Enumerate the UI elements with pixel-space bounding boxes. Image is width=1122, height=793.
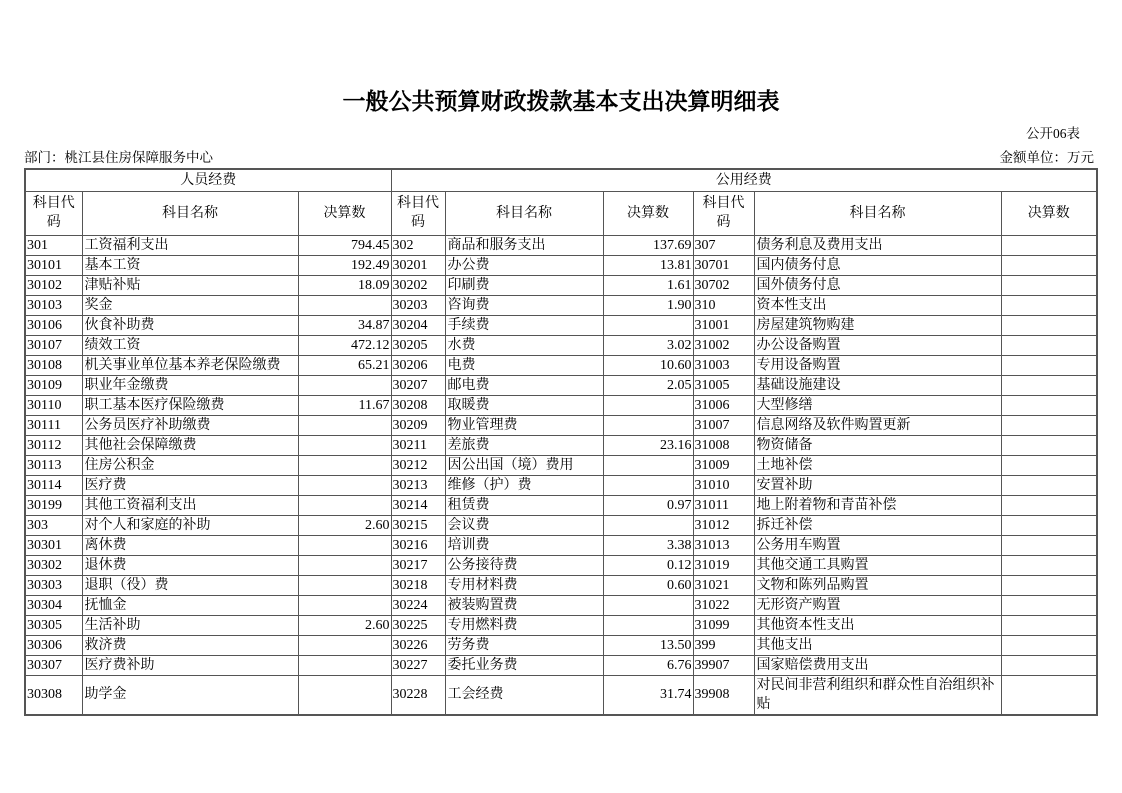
cell-subject-name: 抚恤金 bbox=[82, 595, 298, 615]
cell-subject-name: 基础设施建设 bbox=[754, 375, 1001, 395]
cell-subject-code: 30205 bbox=[391, 335, 445, 355]
cell-final-amount bbox=[298, 635, 391, 655]
cell-subject-code: 31099 bbox=[693, 615, 754, 635]
cell-subject-code: 31008 bbox=[693, 435, 754, 455]
cell-subject-code: 30110 bbox=[25, 395, 82, 415]
cell-subject-code: 30214 bbox=[391, 495, 445, 515]
cell-subject-code: 30101 bbox=[25, 255, 82, 275]
col-header-code-2: 科目代码 bbox=[391, 191, 445, 235]
cell-subject-code: 30106 bbox=[25, 315, 82, 335]
table-row bbox=[25, 575, 1097, 595]
cell-subject-name: 机关事业单位基本养老保险缴费 bbox=[82, 355, 298, 375]
cell-subject-code: 31013 bbox=[693, 535, 754, 555]
cell-final-amount: 472.12 bbox=[298, 335, 391, 355]
cell-subject-code: 39907 bbox=[693, 655, 754, 675]
table-row bbox=[25, 395, 1097, 415]
col-header-value-3: 决算数 bbox=[1001, 191, 1097, 235]
cell-subject-name: 地上附着物和青苗补偿 bbox=[754, 495, 1001, 515]
table-row bbox=[25, 675, 1097, 715]
cell-final-amount bbox=[1001, 435, 1097, 455]
department-label: 部门：桃江县住房保障服务中心 bbox=[24, 149, 213, 165]
cell-subject-code: 31009 bbox=[693, 455, 754, 475]
cell-subject-code: 30702 bbox=[693, 275, 754, 295]
cell-subject-code: 30216 bbox=[391, 535, 445, 555]
cell-subject-code: 30207 bbox=[391, 375, 445, 395]
cell-final-amount bbox=[298, 415, 391, 435]
cell-subject-name: 物业管理费 bbox=[445, 415, 603, 435]
cell-subject-code: 30111 bbox=[25, 415, 82, 435]
table-row bbox=[25, 375, 1097, 395]
cell-final-amount bbox=[298, 375, 391, 395]
cell-subject-name: 国内债务付息 bbox=[754, 255, 1001, 275]
cell-subject-name: 医疗费 bbox=[82, 475, 298, 495]
table-row bbox=[25, 655, 1097, 675]
cell-final-amount bbox=[298, 435, 391, 455]
cell-subject-code: 30701 bbox=[693, 255, 754, 275]
cell-subject-name: 职工基本医疗保险缴费 bbox=[82, 395, 298, 415]
cell-final-amount bbox=[1001, 535, 1097, 555]
group-header-row bbox=[25, 169, 1097, 192]
cell-subject-code: 30202 bbox=[391, 275, 445, 295]
cell-subject-name: 其他资本性支出 bbox=[754, 615, 1001, 635]
cell-subject-name: 对民间非营利组织和群众性自治组织补贴 bbox=[754, 675, 1001, 715]
cell-subject-name: 其他社会保障缴费 bbox=[82, 435, 298, 455]
cell-final-amount bbox=[298, 655, 391, 675]
cell-final-amount bbox=[298, 575, 391, 595]
cell-subject-name: 水费 bbox=[445, 335, 603, 355]
cell-subject-code: 30218 bbox=[391, 575, 445, 595]
cell-final-amount: 0.60 bbox=[603, 575, 693, 595]
cell-subject-name: 因公出国（境）费用 bbox=[445, 455, 603, 475]
cell-final-amount bbox=[1001, 615, 1097, 635]
cell-subject-code: 30199 bbox=[25, 495, 82, 515]
cell-final-amount bbox=[603, 595, 693, 615]
cell-subject-name: 拆迁补偿 bbox=[754, 515, 1001, 535]
column-header-row bbox=[25, 191, 1097, 235]
cell-final-amount bbox=[1001, 635, 1097, 655]
table-row bbox=[25, 475, 1097, 495]
cell-subject-code: 31022 bbox=[693, 595, 754, 615]
cell-subject-code: 31006 bbox=[693, 395, 754, 415]
cell-subject-code: 30209 bbox=[391, 415, 445, 435]
cell-final-amount bbox=[1001, 495, 1097, 515]
cell-subject-name: 债务利息及费用支出 bbox=[754, 235, 1001, 255]
cell-final-amount bbox=[1001, 255, 1097, 275]
cell-final-amount bbox=[1001, 675, 1097, 715]
cell-subject-name: 救济费 bbox=[82, 635, 298, 655]
cell-subject-code: 30208 bbox=[391, 395, 445, 415]
cell-subject-name: 公务用车购置 bbox=[754, 535, 1001, 555]
cell-subject-code: 30303 bbox=[25, 575, 82, 595]
cell-subject-name: 办公设备购置 bbox=[754, 335, 1001, 355]
cell-final-amount: 794.45 bbox=[298, 235, 391, 255]
table-row bbox=[25, 235, 1097, 255]
cell-final-amount: 0.97 bbox=[603, 495, 693, 515]
cell-final-amount bbox=[1001, 315, 1097, 335]
col-header-value-1: 决算数 bbox=[298, 191, 391, 235]
cell-subject-code: 31001 bbox=[693, 315, 754, 335]
cell-final-amount: 2.60 bbox=[298, 515, 391, 535]
cell-subject-code: 31003 bbox=[693, 355, 754, 375]
cell-final-amount: 34.87 bbox=[298, 315, 391, 335]
cell-subject-name: 伙食补助费 bbox=[82, 315, 298, 335]
cell-subject-code: 31021 bbox=[693, 575, 754, 595]
cell-final-amount: 0.12 bbox=[603, 555, 693, 575]
table-row bbox=[25, 275, 1097, 295]
cell-final-amount: 65.21 bbox=[298, 355, 391, 375]
table-row bbox=[25, 295, 1097, 315]
cell-subject-name: 办公费 bbox=[445, 255, 603, 275]
table-row bbox=[25, 415, 1097, 435]
cell-subject-name: 安置补助 bbox=[754, 475, 1001, 495]
cell-subject-code: 307 bbox=[693, 235, 754, 255]
col-header-name-1: 科目名称 bbox=[82, 191, 298, 235]
table-row bbox=[25, 315, 1097, 335]
cell-final-amount bbox=[1001, 575, 1097, 595]
cell-subject-name: 劳务费 bbox=[445, 635, 603, 655]
cell-subject-code: 30211 bbox=[391, 435, 445, 455]
cell-final-amount: 23.16 bbox=[603, 435, 693, 455]
cell-subject-name: 咨询费 bbox=[445, 295, 603, 315]
cell-final-amount bbox=[1001, 475, 1097, 495]
cell-subject-code: 30109 bbox=[25, 375, 82, 395]
group-header-personnel: 人员经费 bbox=[25, 169, 391, 192]
col-header-code-3: 科目代码 bbox=[693, 191, 754, 235]
cell-subject-code: 30228 bbox=[391, 675, 445, 715]
cell-final-amount bbox=[1001, 295, 1097, 315]
expenditure-table bbox=[24, 168, 1098, 716]
cell-final-amount bbox=[1001, 395, 1097, 415]
cell-subject-name: 手续费 bbox=[445, 315, 603, 335]
cell-subject-name: 医疗费补助 bbox=[82, 655, 298, 675]
unit-label: 金额单位：万元 bbox=[999, 149, 1094, 165]
table-row bbox=[25, 355, 1097, 375]
cell-subject-code: 31011 bbox=[693, 495, 754, 515]
cell-subject-name: 退休费 bbox=[82, 555, 298, 575]
cell-subject-code: 39908 bbox=[693, 675, 754, 715]
cell-subject-code: 30102 bbox=[25, 275, 82, 295]
cell-subject-code: 303 bbox=[25, 515, 82, 535]
cell-final-amount: 13.81 bbox=[603, 255, 693, 275]
table-meta bbox=[24, 122, 1098, 166]
cell-subject-name: 其他支出 bbox=[754, 635, 1001, 655]
table-row bbox=[25, 615, 1097, 635]
cell-subject-name: 公务员医疗补助缴费 bbox=[82, 415, 298, 435]
cell-final-amount bbox=[1001, 415, 1097, 435]
cell-subject-name: 专用设备购置 bbox=[754, 355, 1001, 375]
table-row bbox=[25, 335, 1097, 355]
cell-final-amount: 3.02 bbox=[603, 335, 693, 355]
cell-subject-name: 大型修缮 bbox=[754, 395, 1001, 415]
cell-subject-code: 399 bbox=[693, 635, 754, 655]
cell-subject-name: 基本工资 bbox=[82, 255, 298, 275]
cell-subject-name: 资本性支出 bbox=[754, 295, 1001, 315]
cell-final-amount: 2.05 bbox=[603, 375, 693, 395]
table-row bbox=[25, 515, 1097, 535]
cell-final-amount: 31.74 bbox=[603, 675, 693, 715]
cell-subject-code: 30304 bbox=[25, 595, 82, 615]
cell-subject-name: 印刷费 bbox=[445, 275, 603, 295]
cell-subject-code: 30307 bbox=[25, 655, 82, 675]
cell-final-amount: 2.60 bbox=[298, 615, 391, 635]
cell-final-amount bbox=[603, 315, 693, 335]
cell-final-amount: 6.76 bbox=[603, 655, 693, 675]
cell-subject-code: 30227 bbox=[391, 655, 445, 675]
cell-subject-name: 津贴补贴 bbox=[82, 275, 298, 295]
cell-subject-code: 30113 bbox=[25, 455, 82, 475]
cell-final-amount bbox=[298, 295, 391, 315]
cell-subject-name: 工会经费 bbox=[445, 675, 603, 715]
cell-final-amount bbox=[1001, 335, 1097, 355]
cell-final-amount bbox=[298, 495, 391, 515]
cell-final-amount: 1.61 bbox=[603, 275, 693, 295]
page-title: 一般公共预算财政拨款基本支出决算明细表 bbox=[342, 89, 780, 114]
cell-final-amount bbox=[298, 595, 391, 615]
table-row bbox=[25, 495, 1097, 515]
table-row bbox=[25, 435, 1097, 455]
cell-subject-name: 委托业务费 bbox=[445, 655, 603, 675]
cell-subject-name: 培训费 bbox=[445, 535, 603, 555]
cell-final-amount: 13.50 bbox=[603, 635, 693, 655]
table-row bbox=[25, 535, 1097, 555]
cell-final-amount bbox=[298, 475, 391, 495]
cell-subject-name: 离休费 bbox=[82, 535, 298, 555]
cell-final-amount bbox=[603, 475, 693, 495]
cell-final-amount: 10.60 bbox=[603, 355, 693, 375]
cell-subject-name: 信息网络及软件购置更新 bbox=[754, 415, 1001, 435]
cell-final-amount bbox=[1001, 235, 1097, 255]
cell-subject-name: 职业年金缴费 bbox=[82, 375, 298, 395]
cell-final-amount bbox=[1001, 515, 1097, 535]
cell-subject-code: 310 bbox=[693, 295, 754, 315]
cell-subject-name: 租赁费 bbox=[445, 495, 603, 515]
cell-subject-name: 土地补偿 bbox=[754, 455, 1001, 475]
col-header-name-2: 科目名称 bbox=[445, 191, 603, 235]
cell-final-amount bbox=[603, 395, 693, 415]
cell-subject-name: 国家赔偿费用支出 bbox=[754, 655, 1001, 675]
cell-subject-name: 工资福利支出 bbox=[82, 235, 298, 255]
cell-subject-code: 30112 bbox=[25, 435, 82, 455]
cell-subject-name: 国外债务付息 bbox=[754, 275, 1001, 295]
col-header-value-2: 决算数 bbox=[603, 191, 693, 235]
cell-subject-code: 302 bbox=[391, 235, 445, 255]
cell-subject-code: 30217 bbox=[391, 555, 445, 575]
cell-final-amount bbox=[1001, 595, 1097, 615]
cell-final-amount: 137.69 bbox=[603, 235, 693, 255]
cell-subject-name: 其他工资福利支出 bbox=[82, 495, 298, 515]
cell-final-amount bbox=[1001, 375, 1097, 395]
cell-subject-name: 文物和陈列品购置 bbox=[754, 575, 1001, 595]
cell-subject-name: 维修（护）费 bbox=[445, 475, 603, 495]
table-row bbox=[25, 555, 1097, 575]
cell-subject-name: 专用材料费 bbox=[445, 575, 603, 595]
col-header-name-3: 科目名称 bbox=[754, 191, 1001, 235]
cell-final-amount bbox=[1001, 455, 1097, 475]
cell-final-amount: 3.38 bbox=[603, 535, 693, 555]
cell-subject-name: 助学金 bbox=[82, 675, 298, 715]
cell-subject-code: 30108 bbox=[25, 355, 82, 375]
meta-row bbox=[24, 146, 1098, 166]
cell-final-amount bbox=[298, 535, 391, 555]
cell-subject-code: 31012 bbox=[693, 515, 754, 535]
table-body bbox=[25, 235, 1097, 715]
cell-subject-name: 退职（役）费 bbox=[82, 575, 298, 595]
table-row bbox=[25, 635, 1097, 655]
cell-final-amount bbox=[298, 675, 391, 715]
cell-subject-code: 31019 bbox=[693, 555, 754, 575]
cell-subject-name: 绩效工资 bbox=[82, 335, 298, 355]
cell-subject-code: 30103 bbox=[25, 295, 82, 315]
cell-subject-name: 被装购置费 bbox=[445, 595, 603, 615]
cell-final-amount: 18.09 bbox=[298, 275, 391, 295]
cell-subject-code: 31010 bbox=[693, 475, 754, 495]
cell-subject-code: 31002 bbox=[693, 335, 754, 355]
cell-final-amount bbox=[1001, 655, 1097, 675]
cell-subject-code: 30213 bbox=[391, 475, 445, 495]
cell-subject-code: 31007 bbox=[693, 415, 754, 435]
cell-subject-code: 30305 bbox=[25, 615, 82, 635]
cell-final-amount bbox=[298, 455, 391, 475]
cell-subject-code: 30114 bbox=[25, 475, 82, 495]
cell-subject-code: 30301 bbox=[25, 535, 82, 555]
cell-subject-name: 奖金 bbox=[82, 295, 298, 315]
cell-subject-name: 会议费 bbox=[445, 515, 603, 535]
cell-subject-code: 30203 bbox=[391, 295, 445, 315]
cell-final-amount bbox=[603, 615, 693, 635]
table-row bbox=[25, 255, 1097, 275]
cell-final-amount bbox=[1001, 355, 1097, 375]
cell-subject-code: 30204 bbox=[391, 315, 445, 335]
cell-final-amount bbox=[1001, 555, 1097, 575]
cell-final-amount bbox=[603, 455, 693, 475]
cell-subject-name: 物资储备 bbox=[754, 435, 1001, 455]
cell-final-amount: 11.67 bbox=[298, 395, 391, 415]
cell-subject-name: 商品和服务支出 bbox=[445, 235, 603, 255]
cell-subject-code: 30224 bbox=[391, 595, 445, 615]
cell-final-amount bbox=[603, 515, 693, 535]
cell-final-amount: 192.49 bbox=[298, 255, 391, 275]
cell-subject-name: 电费 bbox=[445, 355, 603, 375]
cell-subject-code: 30302 bbox=[25, 555, 82, 575]
form-number: 公开06表 bbox=[1026, 125, 1080, 141]
cell-subject-name: 对个人和家庭的补助 bbox=[82, 515, 298, 535]
cell-subject-code: 30306 bbox=[25, 635, 82, 655]
cell-subject-code: 30308 bbox=[25, 675, 82, 715]
cell-subject-name: 房屋建筑物购建 bbox=[754, 315, 1001, 335]
cell-subject-name: 公务接待费 bbox=[445, 555, 603, 575]
table-row bbox=[25, 455, 1097, 475]
cell-subject-name: 住房公积金 bbox=[82, 455, 298, 475]
cell-subject-code: 301 bbox=[25, 235, 82, 255]
cell-subject-name: 专用燃料费 bbox=[445, 615, 603, 635]
cell-subject-name: 取暖费 bbox=[445, 395, 603, 415]
col-header-code-1: 科目代码 bbox=[25, 191, 82, 235]
cell-final-amount bbox=[1001, 275, 1097, 295]
cell-subject-code: 30225 bbox=[391, 615, 445, 635]
cell-subject-name: 其他交通工具购置 bbox=[754, 555, 1001, 575]
cell-final-amount bbox=[298, 555, 391, 575]
cell-subject-code: 30226 bbox=[391, 635, 445, 655]
cell-subject-name: 无形资产购置 bbox=[754, 595, 1001, 615]
cell-subject-name: 差旅费 bbox=[445, 435, 603, 455]
cell-subject-name: 生活补助 bbox=[82, 615, 298, 635]
cell-subject-code: 31005 bbox=[693, 375, 754, 395]
cell-subject-code: 30212 bbox=[391, 455, 445, 475]
cell-subject-code: 30215 bbox=[391, 515, 445, 535]
cell-subject-name: 邮电费 bbox=[445, 375, 603, 395]
cell-subject-code: 30206 bbox=[391, 355, 445, 375]
group-header-public: 公用经费 bbox=[391, 169, 1097, 192]
cell-final-amount bbox=[603, 415, 693, 435]
table-row bbox=[25, 595, 1097, 615]
cell-final-amount: 1.90 bbox=[603, 295, 693, 315]
cell-subject-code: 30107 bbox=[25, 335, 82, 355]
cell-subject-code: 30201 bbox=[391, 255, 445, 275]
